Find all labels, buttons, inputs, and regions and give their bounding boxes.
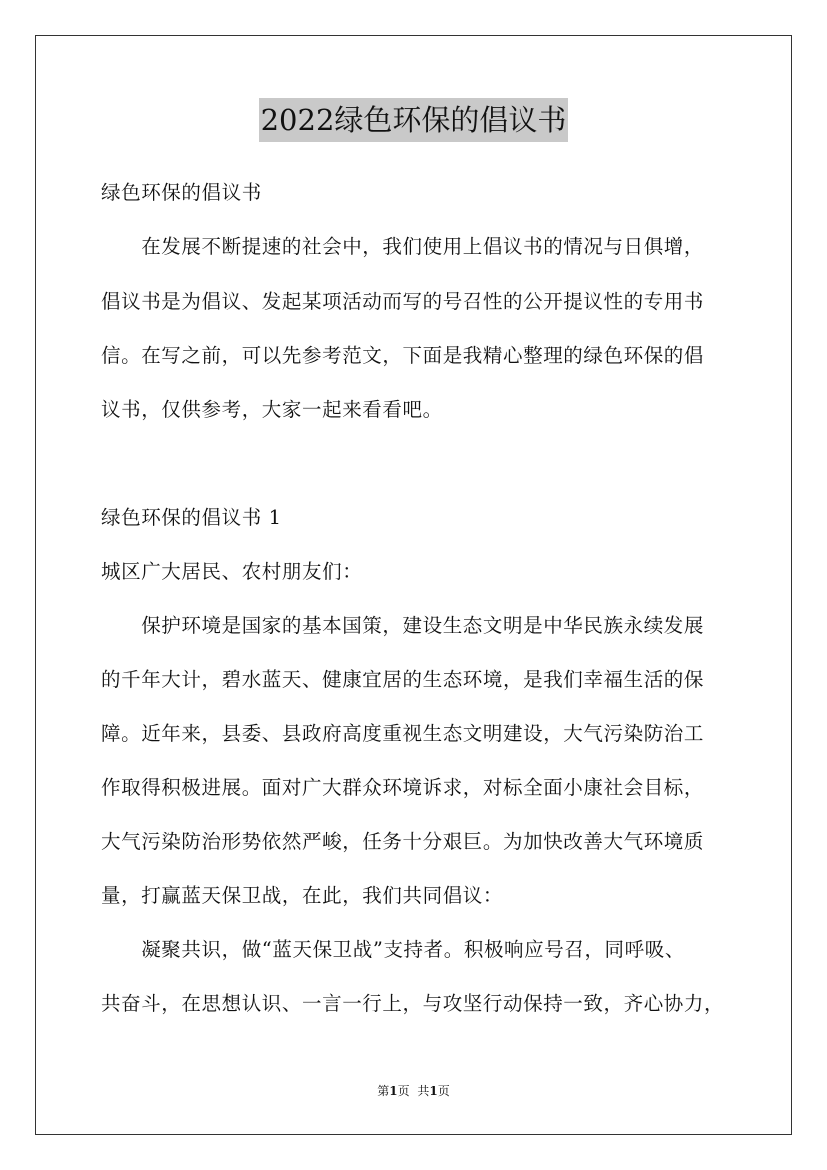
text-line: 保护环境是国家的基本国策，建设生态文明是中华民族永续发展 (101, 614, 705, 637)
footer-total-suffix: 页 (437, 1084, 450, 1098)
text-line: 大气污染防治形势依然严峻，任务十分艰巨。为加快改善大气环境质 (101, 830, 705, 853)
text-line: 的千年大计，碧水蓝天、健康宜居的生态环境，是我们幸福生活的保 (101, 668, 705, 691)
footer-total-number: 1 (429, 1084, 438, 1098)
text-line: 在发展不断提速的社会中，我们使用上倡议书的情况与日俱增， (101, 235, 705, 258)
text-line: 绿色环保的倡议书 (101, 181, 262, 204)
text-line: 议书，仅供参考，大家一起来看看吧。 (101, 398, 443, 421)
text-line: 绿色环保的倡议书 1 (101, 506, 282, 529)
title-container (0, 98, 827, 142)
text-line: 凝聚共识，做“蓝天保卫战”支持者。积极响应号召，同呼吸、 (101, 938, 685, 961)
text-line: 城区广大居民、农村朋友们： (101, 560, 363, 583)
footer-page-suffix: 页 (397, 1084, 410, 1098)
document-title: 2022绿色环保的倡议书 (259, 98, 569, 142)
footer-page-prefix: 第 (377, 1084, 390, 1098)
text-line: 共奋斗，在思想认识、一言一行上，与攻坚行动保持一致，齐心协力， (101, 992, 725, 1015)
footer-page-number: 1 (389, 1084, 398, 1098)
text-line: 作取得积极进展。面对广大群众环境诉求，对标全面小康社会目标， (101, 776, 705, 799)
page-footer (0, 1082, 827, 1100)
text-line: 信。在写之前，可以先参考范文，下面是我精心整理的绿色环保的倡 (101, 344, 705, 367)
footer-total-prefix: 共 (417, 1084, 430, 1098)
text-line: 量，打赢蓝天保卫战，在此，我们共同倡议： (101, 884, 504, 907)
text-line: 倡议书是为倡议、发起某项活动而写的号召性的公开提议性的专用书 (101, 290, 705, 313)
text-line: 障。近年来，县委、县政府高度重视生态文明建设，大气污染防治工 (101, 722, 705, 745)
